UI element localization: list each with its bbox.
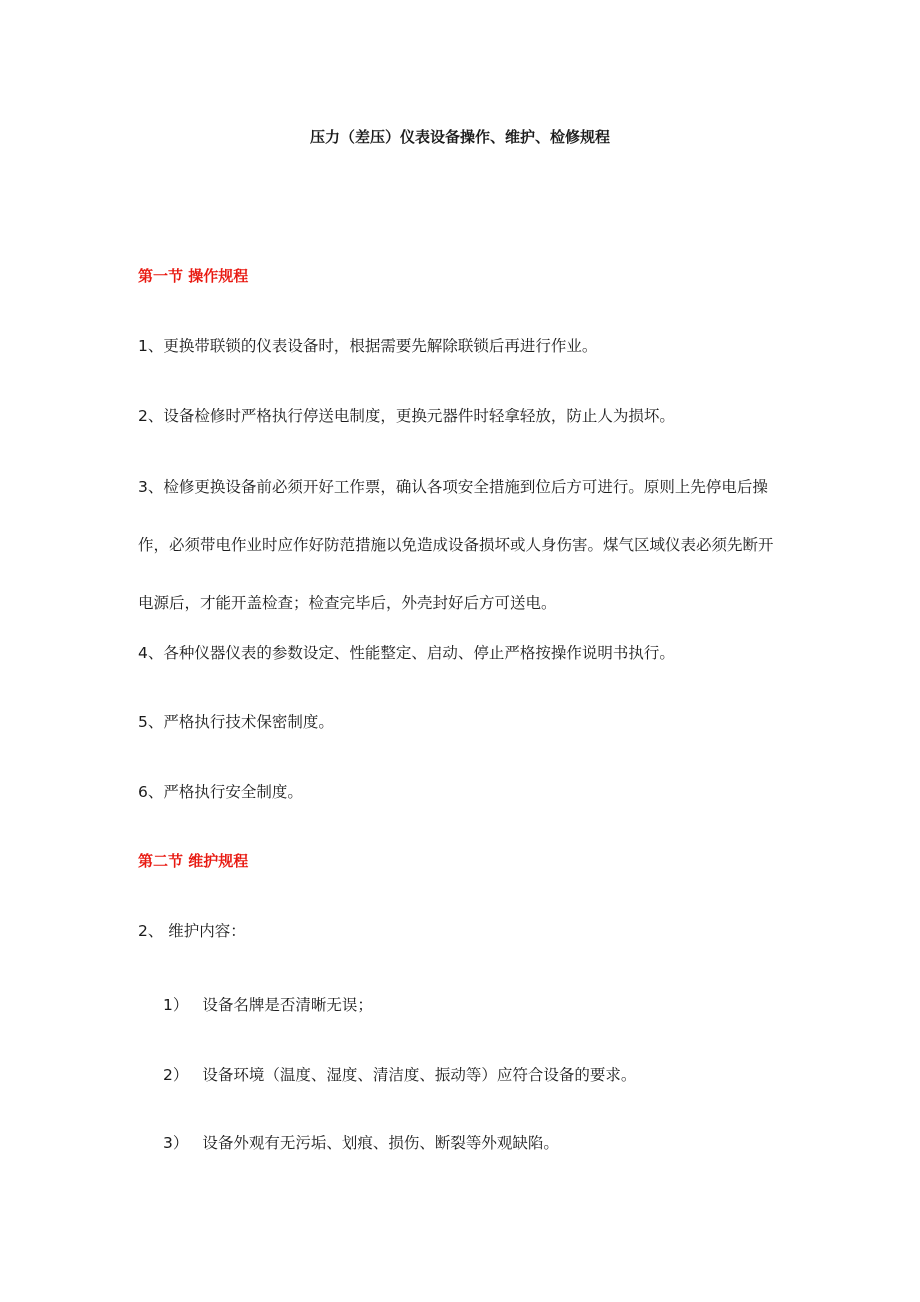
subitem-text: 设备外观有无污垢、划痕、损伤、断裂等外观缺陷。 bbox=[202, 1134, 559, 1152]
subitem-text: 设备名牌是否清晰无误； bbox=[202, 996, 373, 1014]
section-1-item-6: 6、严格执行安全制度。 bbox=[138, 783, 303, 801]
section-1-item-5: 5、严格执行技术保密制度。 bbox=[138, 713, 334, 731]
section-1-heading: 第一节 操作规程 bbox=[138, 267, 249, 285]
document-title: 压力（差压）仪表设备操作、维护、检修规程 bbox=[309, 128, 610, 146]
section-2-subitem-1 bbox=[163, 992, 373, 1018]
subitem-text: 设备环境（温度、湿度、清洁度、振动等）应符合设备的要求。 bbox=[202, 1066, 637, 1084]
section-2-heading: 第二节 维护规程 bbox=[138, 852, 249, 870]
section-1-item-4: 4、各种仪器仪表的参数设定、性能整定、启动、停止严格按操作说明书执行。 bbox=[138, 644, 675, 662]
section-1-item-1: 1、更换带联锁的仪表设备时，根据需要先解除联锁后再进行作业。 bbox=[138, 337, 598, 355]
subitem-number: 2） bbox=[163, 1066, 189, 1084]
subitem-number: 3） bbox=[163, 1134, 189, 1152]
section-1-item-2: 2、设备检修时严格执行停送电制度，更换元器件时轻拿轻放，防止人为损坏。 bbox=[138, 407, 675, 425]
section-1-item-3: 3、检修更换设备前必须开好工作票，确认各项安全措施到位后方可进行。原则上先停电后操作，必须带电作业时应作好防范措施以免造成设备损坏或人身伤害。煤气区域仪表必须先断开电源后，才能开盖检查；检查完毕后，外壳封好后方可送电。 bbox=[138, 478, 774, 612]
section-2-subitem-2 bbox=[163, 1062, 636, 1088]
section-2-intro: 2、 维护内容： bbox=[138, 922, 246, 940]
subitem-number: 1） bbox=[163, 996, 189, 1014]
section-2-subitem-3 bbox=[163, 1130, 559, 1156]
